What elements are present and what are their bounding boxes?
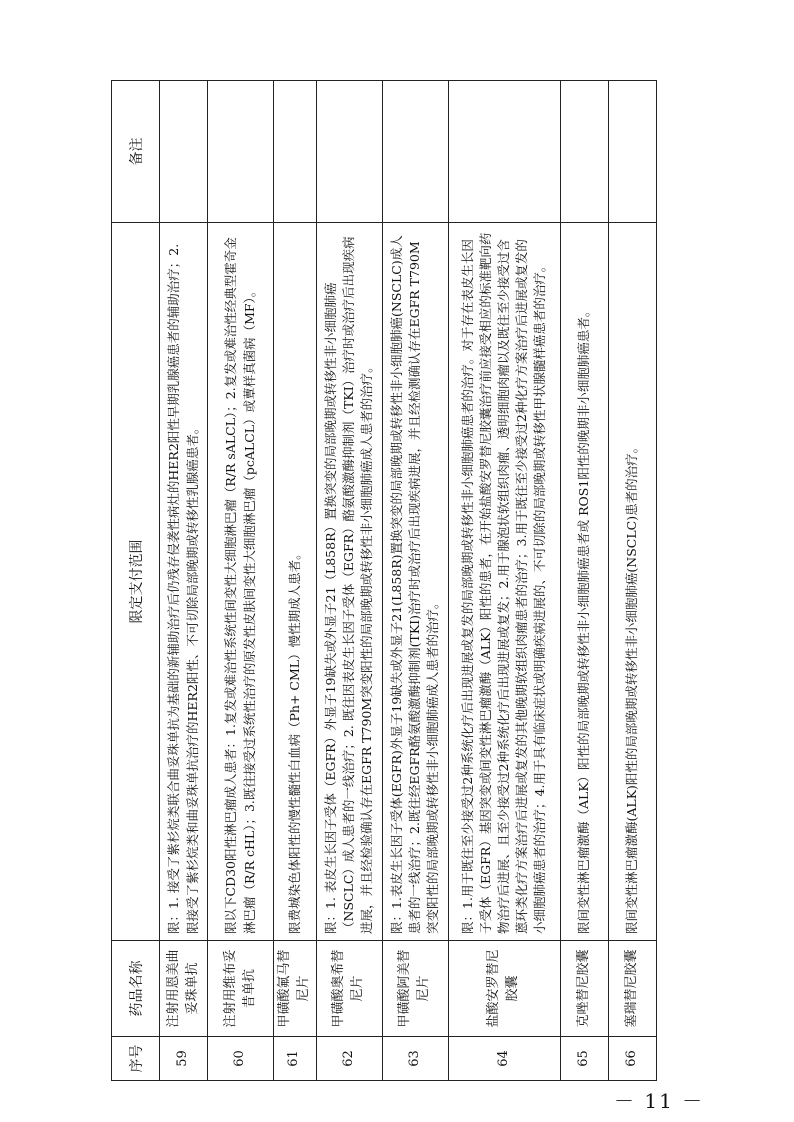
row-payment-scope: 限费城染色体阳性的慢性髓性白血病（Ph+ CML）慢性期成人患者。 [274, 223, 317, 941]
table-row [208, 81, 274, 1081]
row-remark [560, 81, 608, 223]
row-remark [160, 81, 208, 223]
table-row [274, 81, 317, 1081]
page-number: － 11 － [614, 1089, 705, 1113]
row-no: 60 [208, 1037, 274, 1081]
table-row [448, 81, 560, 1081]
row-remark [274, 81, 317, 223]
drug-payment-table [111, 80, 657, 1081]
row-payment-scope: 限间变性淋巴瘤激酶(ALK)阳性的局部晚期或转移性非小细胞肺癌(NSCLC)患者的治疗。 [608, 223, 656, 941]
row-no: 63 [382, 1037, 448, 1081]
row-no: 65 [560, 1037, 608, 1081]
header-payment-scope: 限定支付范围 [112, 223, 160, 941]
row-drug-name: 甲磺酸氟马替尼片 [274, 941, 317, 1037]
row-drug-name: 注射用恩美曲妥珠单抗 [160, 941, 208, 1037]
table-row [560, 81, 608, 1081]
table-row [316, 81, 382, 1081]
rotated-table-container [111, 81, 645, 1081]
row-drug-name: 注射用维布妥昔单抗 [208, 941, 274, 1037]
header-no: 序号 [112, 1037, 160, 1081]
header-drug-name: 药品名称 [112, 941, 160, 1037]
row-no: 66 [608, 1037, 656, 1081]
row-payment-scope: 限以下CD30阳性淋巴瘤成人患者：1.复发或难治性系统性间变性大细胞淋巴瘤（R/R sALCL）；2.复发或难治性经典型霍奇金淋巴瘤（R/R cHL）；3.既往接受过系统性治疗的原发性皮肤间变性大细胞淋巴瘤（pcALCL）或蕈样真菌病（MF）。 [208, 223, 274, 941]
row-no: 62 [316, 1037, 382, 1081]
row-no: 61 [274, 1037, 317, 1081]
table-row [160, 81, 208, 1081]
row-payment-scope: 限：1. 表皮生长因子受体（EGFR）外显子19缺失或外显子21（L858R）置换突变的局部晚期或转移性非小细胞肺癌（NSCLC）成人患者的一线治疗；2. 既往因表皮生长因子受体（EGFR）酪氨酸激酶抑制剂（TKI）治疗时或治疗后出现疾病进展，并且经检验确认存在EGFR T790M突变阳性的局部晚期或转移性非小细胞肺癌成人患者的治疗。 [316, 223, 382, 941]
row-remark [208, 81, 274, 223]
row-remark [608, 81, 656, 223]
row-drug-name: 克唑替尼胶囊 [560, 941, 608, 1037]
row-payment-scope: 限间变性淋巴瘤激酶（ALK）阳性的局部晚期或转移性非小细胞肺癌患者或 ROS1阳性的晚期非小细胞肺癌患者。 [560, 223, 608, 941]
row-payment-scope: 限：1.表皮生长因子受体(EGFR)外显子19缺失或外显子21(L858R)置换突变的局部晚期或转移性非小细胞肺癌(NSCLC)成人患者的一线治疗；2.既往经EGFR酪氨酸激酶抑制剂(TKI)治疗时或治疗后出现疾病进展，并且经检测确认存在EGFR T790M突变阳性的局部晚期或转移性非小细胞肺癌成人患者的治疗。 [382, 223, 448, 941]
row-remark [316, 81, 382, 223]
row-drug-name: 甲磺酸奥希替尼片 [316, 941, 382, 1037]
row-payment-scope: 限：1.用于既往至少接受过2种系统化疗后出现进展或复发的局部晚期或转移性非小细胞肺癌患者的治疗。对于存在表皮生长因子受体（EGFR）基因突变或间变性淋巴瘤激酶（ALK）阳性的患者，在开始盐酸安罗替尼胶囊治疗前应接受相应的标准靶向药物治疗后进展、且至少接受过2种系统化疗后出现进展或复发；2.用于腺泡状软组织肉瘤、透明细胞肉瘤以及既往至少接受过含蒽环类化疗方案治疗后进展或复发的其他晚期软组织肉瘤患者的治疗；3.用于既往至少接受过2种化疗方案治疗后进展或复发的小细胞肺癌患者的治疗；4.用于具有临床症状或明确疾病进展的、不可切除的局部晚期或转移性甲状腺髓样癌患者的治疗。 [448, 223, 560, 941]
row-drug-name: 甲磺酸阿美替尼片 [382, 941, 448, 1037]
table-header-row [112, 81, 160, 1081]
row-remark [448, 81, 560, 223]
row-drug-name: 塞瑞替尼胶囊 [608, 941, 656, 1037]
table-row [382, 81, 448, 1081]
table-row [608, 81, 656, 1081]
row-no: 64 [448, 1037, 560, 1081]
row-remark [382, 81, 448, 223]
row-drug-name: 盐酸安罗替尼胶囊 [448, 941, 560, 1037]
row-payment-scope: 限：1. 接受了紫杉烷类联合曲妥珠单抗为基础的新辅助治疗后仍残存侵袭性病灶的HER2阳性早期乳腺癌患者的辅助治疗；2. 限接受了紫杉烷类和曲妥珠单抗治疗的HER2阳性、不可切除局部晚期或转移性乳腺癌患者。 [160, 223, 208, 941]
row-no: 59 [160, 1037, 208, 1081]
header-remark: 备注 [112, 81, 160, 223]
